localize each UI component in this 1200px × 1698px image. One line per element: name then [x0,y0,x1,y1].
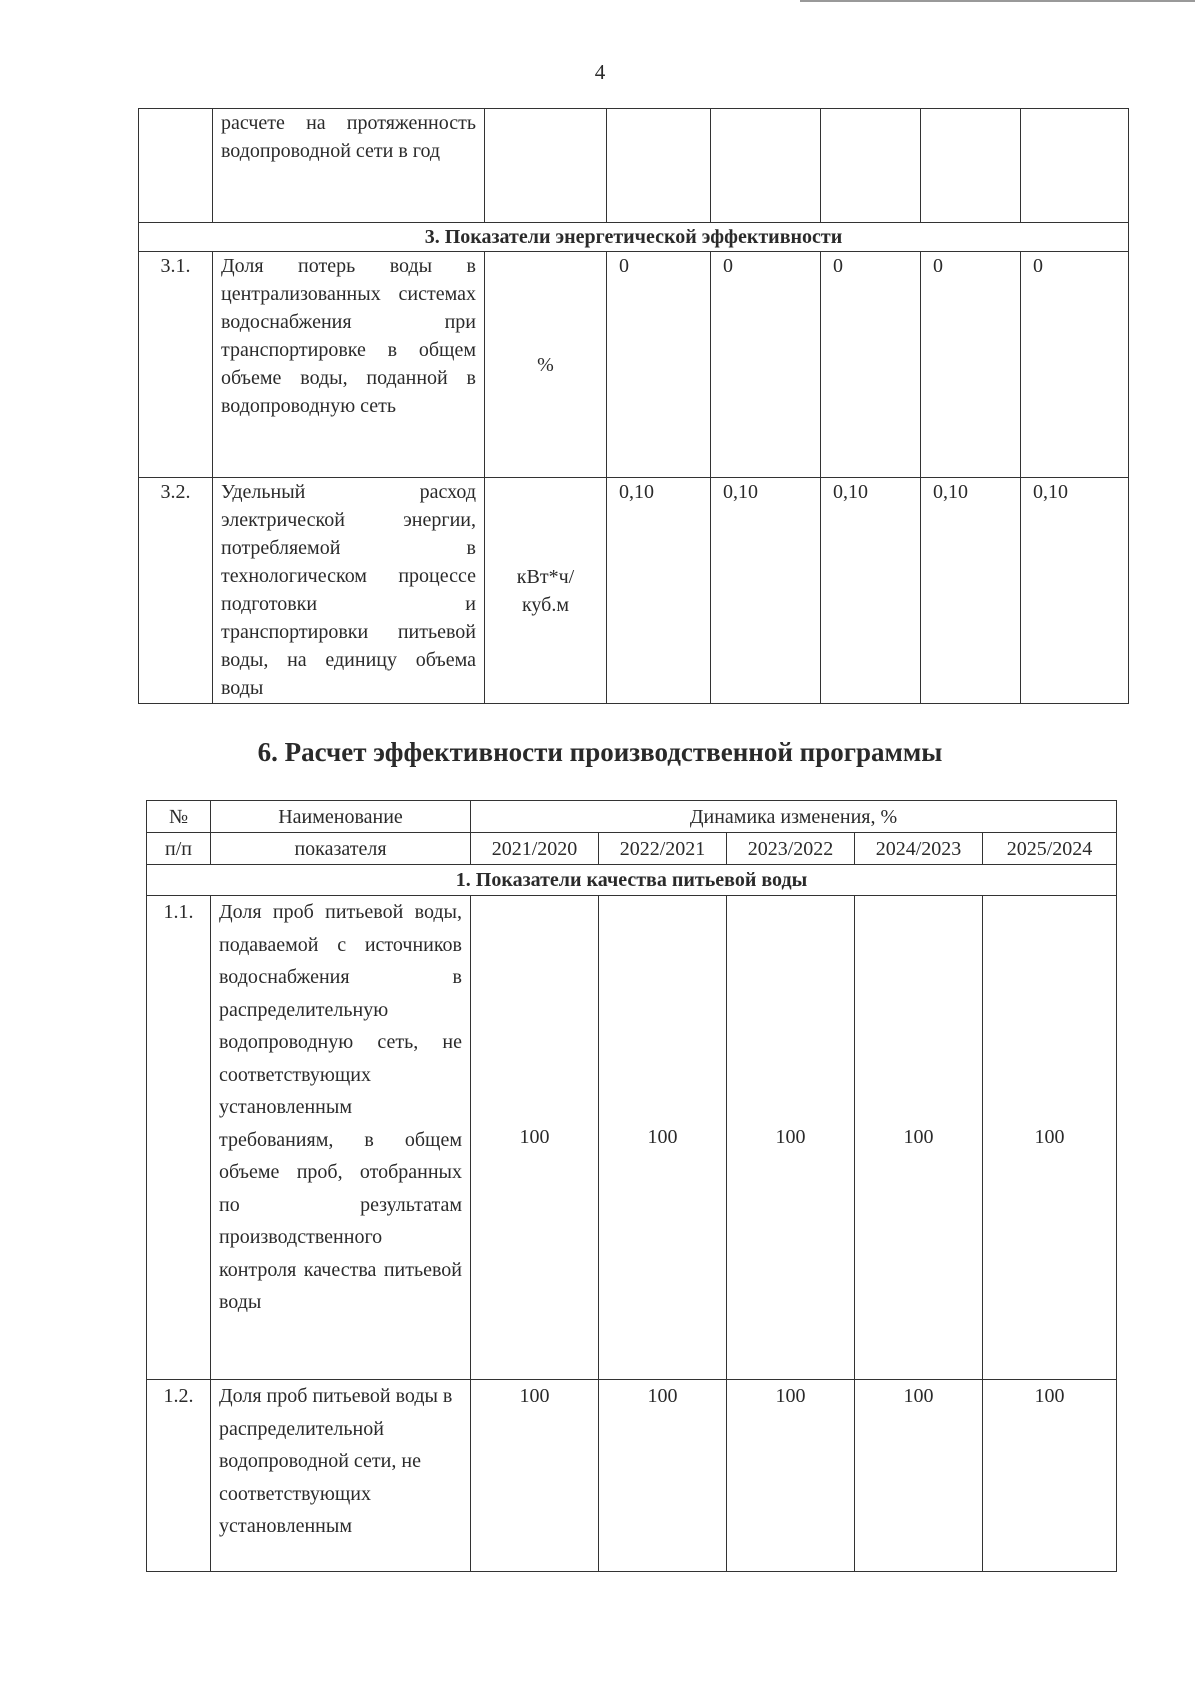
number-header-sub: п/п [147,833,211,865]
name-header-sub: показателя [211,833,471,865]
table-row [147,896,1117,1380]
section-row [147,865,1117,896]
value-cell: 0 [711,252,821,478]
value-cell: 100 [727,896,855,1380]
section-heading: 6. Расчет эффективности производственной программы [257,737,943,767]
year-header: 2022/2021 [599,833,727,865]
value-cell [921,109,1021,223]
indicator-name: Доля проб питьевой воды, подаваемой с источников водоснабжения в распределительную водопроводную сеть, не соответствующих установленным требованиям, в общем объеме проб, отобранных по результатам производственного контроля качества питьевой воды [211,896,471,1380]
header-row [147,801,1117,833]
value-cell: 0,10 [1021,478,1129,704]
year-header: 2024/2023 [855,833,983,865]
year-header: 2023/2022 [727,833,855,865]
row-number: 3.1. [139,252,213,478]
year-header: 2021/2020 [471,833,599,865]
indicator-name: Доля потерь воды в централизованных системах водоснабжения при транспортировке в общем объеме воды, поданной в водопроводную сеть [213,252,485,478]
value-cell: 100 [471,896,599,1380]
page-number: 4 [594,60,606,84]
name-header: Наименование [211,801,471,833]
value-cell: 100 [471,1380,599,1572]
value-cell: 0 [607,252,711,478]
energy-efficiency-table [138,108,1129,704]
value-cell [711,109,821,223]
value-cell [607,109,711,223]
value-cell: 0 [1021,252,1129,478]
indicator-name: Удельный расход электрической энергии, потребляемой в технологическом процессе подготовки и транспортировки питьевой воды, на единицу объема воды [213,478,485,704]
value-cell [1021,109,1129,223]
row-number [139,109,213,223]
value-cell [821,109,921,223]
value-cell: 100 [983,1380,1117,1572]
row-number: 1.1. [147,896,211,1380]
header-row [147,833,1117,865]
value-cell: 100 [599,896,727,1380]
value-cell: 100 [599,1380,727,1572]
value-cell: 100 [727,1380,855,1572]
row-number: 1.2. [147,1380,211,1572]
value-cell: 0,10 [711,478,821,704]
table-row [139,252,1129,478]
value-cell: 0,10 [821,478,921,704]
year-header: 2025/2024 [983,833,1117,865]
table-row [147,1380,1117,1572]
number-header: № [147,801,211,833]
program-efficiency-table [146,800,1117,1572]
dynamics-header: Динамика изменения, % [471,801,1117,833]
value-cell: 100 [855,1380,983,1572]
table-row [139,478,1129,704]
unit-cell [485,109,607,223]
value-cell: 0,10 [607,478,711,704]
section-row [139,223,1129,252]
indicator-name: Доля проб питьевой воды в распределительной водопроводной сети, не соответствующих установленным [211,1380,471,1572]
value-cell: 100 [983,896,1117,1380]
row-number: 3.2. [139,478,213,704]
value-cell: 0 [821,252,921,478]
value-cell: 0 [921,252,1021,478]
table-row [139,109,1129,223]
section-title: 1. Показатели качества питьевой воды [147,865,1117,896]
value-cell: 0,10 [921,478,1021,704]
unit-cell: кВт*ч/ куб.м [485,478,607,704]
unit-cell: % [485,252,607,478]
section-title: 3. Показатели энергетической эффективности [139,223,1129,252]
indicator-name: расчете на протяженность водопроводной сети в год [213,109,485,223]
scan-top-line [800,0,1195,2]
value-cell: 100 [855,896,983,1380]
